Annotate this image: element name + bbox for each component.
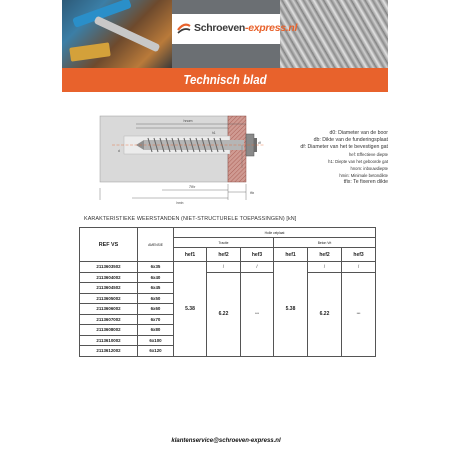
legend-item: df: Diameter van het te bevestigen gat (300, 144, 388, 150)
header-banner (62, 0, 388, 68)
cell-value: / (207, 262, 241, 273)
brand-logo[interactable] (172, 14, 298, 44)
cell-dim: 6x60 (138, 304, 174, 315)
footer-email[interactable]: klantenservice@schroeven-express.nl (171, 438, 281, 444)
table-row (80, 262, 376, 273)
label-tfix: tfix (250, 191, 255, 195)
logo-swoosh-icon (176, 21, 192, 37)
cell-dim: 6x120 (138, 346, 174, 357)
header-hef: hef3 (342, 248, 376, 262)
table-row (80, 272, 376, 283)
cell-dim: 6x80 (138, 325, 174, 336)
cell-ref: 2113612002 (80, 346, 138, 357)
header-ref: REF VS (80, 228, 138, 262)
cell-value: / (342, 262, 376, 273)
cell-ref: 2113605002 (80, 293, 138, 304)
cell-value: / (241, 262, 274, 273)
cell-ref: 2113607002 (80, 314, 138, 325)
cell-ref: 2113604002 (80, 272, 138, 283)
label-df: df (258, 141, 261, 145)
cell-ref: 2113606002 (80, 304, 138, 315)
cell-dim: 6x45 (138, 283, 174, 294)
cell-left-hef2: 6.22 (207, 272, 241, 356)
section-heading: KARAKTERISTIEKE WEERSTANDEN (NIET-STRUCTURELE TOEPASSINGEN) [kN] (84, 216, 297, 222)
legend-item: hef: Effectieve diepte (348, 152, 388, 157)
tools-photo (62, 0, 172, 68)
cell-dim: 6x100 (138, 335, 174, 346)
header-dimension: AMENSIE (138, 228, 174, 262)
label-d: d (118, 149, 120, 153)
cell-right-hef1: 5.38 (274, 262, 308, 357)
label-hnom: hnom (183, 119, 193, 123)
header-hef: hef3 (241, 248, 274, 262)
cell-left-hef3: *** (241, 272, 274, 356)
header-hef: hef2 (207, 248, 241, 262)
legend-item: h1: Diepte van het geboorde gat (328, 159, 388, 164)
cell-dim: 6x40 (138, 272, 174, 283)
cell-dim: 6x50 (138, 293, 174, 304)
cell-ref: 2113608002 (80, 325, 138, 336)
legend-item: hmin: Minimale betondikte (339, 173, 388, 178)
cell-value: / (308, 262, 342, 273)
page-title: Technisch blad (183, 73, 267, 87)
screws-photo (280, 0, 388, 68)
cell-ref: 2113610002 (80, 335, 138, 346)
title-bar (62, 68, 388, 92)
label-dimension: Tfix (188, 184, 196, 189)
label-hmin: hmin (176, 201, 184, 205)
cell-left-hef1: 5.38 (174, 262, 207, 357)
label-h1: h1 (212, 131, 216, 135)
cell-right-hef3: *** (342, 272, 376, 356)
legend-item: hnom: inbouwdiepte (350, 166, 388, 171)
legend-item: tfix: Te fixeren dikte (343, 179, 388, 185)
logo-text: Schroeven-express.nl (194, 22, 298, 34)
symbol-legend (266, 130, 388, 186)
header-hef: hef2 (308, 248, 342, 262)
header-group: Holle celplaat (174, 228, 376, 238)
cell-ref: 2113604502 (80, 283, 138, 294)
header-sub-left: Tractie (174, 238, 274, 248)
cell-ref: 2113603502 (80, 262, 138, 273)
cell-dim: 6x70 (138, 314, 174, 325)
cell-dim: 6x35 (138, 262, 174, 273)
header-hef: hef1 (174, 248, 207, 262)
header-hef: hef1 (274, 248, 308, 262)
legend-item: d0: Diameter van de boor (329, 130, 388, 136)
resistance-table (79, 227, 376, 357)
legend-item: db: Dikte van de funderingsplaat (313, 137, 388, 143)
header-sub-right: Beton Vrt (274, 238, 376, 248)
anchor-drawing (92, 108, 282, 208)
cell-right-hef2: 6.22 (308, 272, 342, 356)
